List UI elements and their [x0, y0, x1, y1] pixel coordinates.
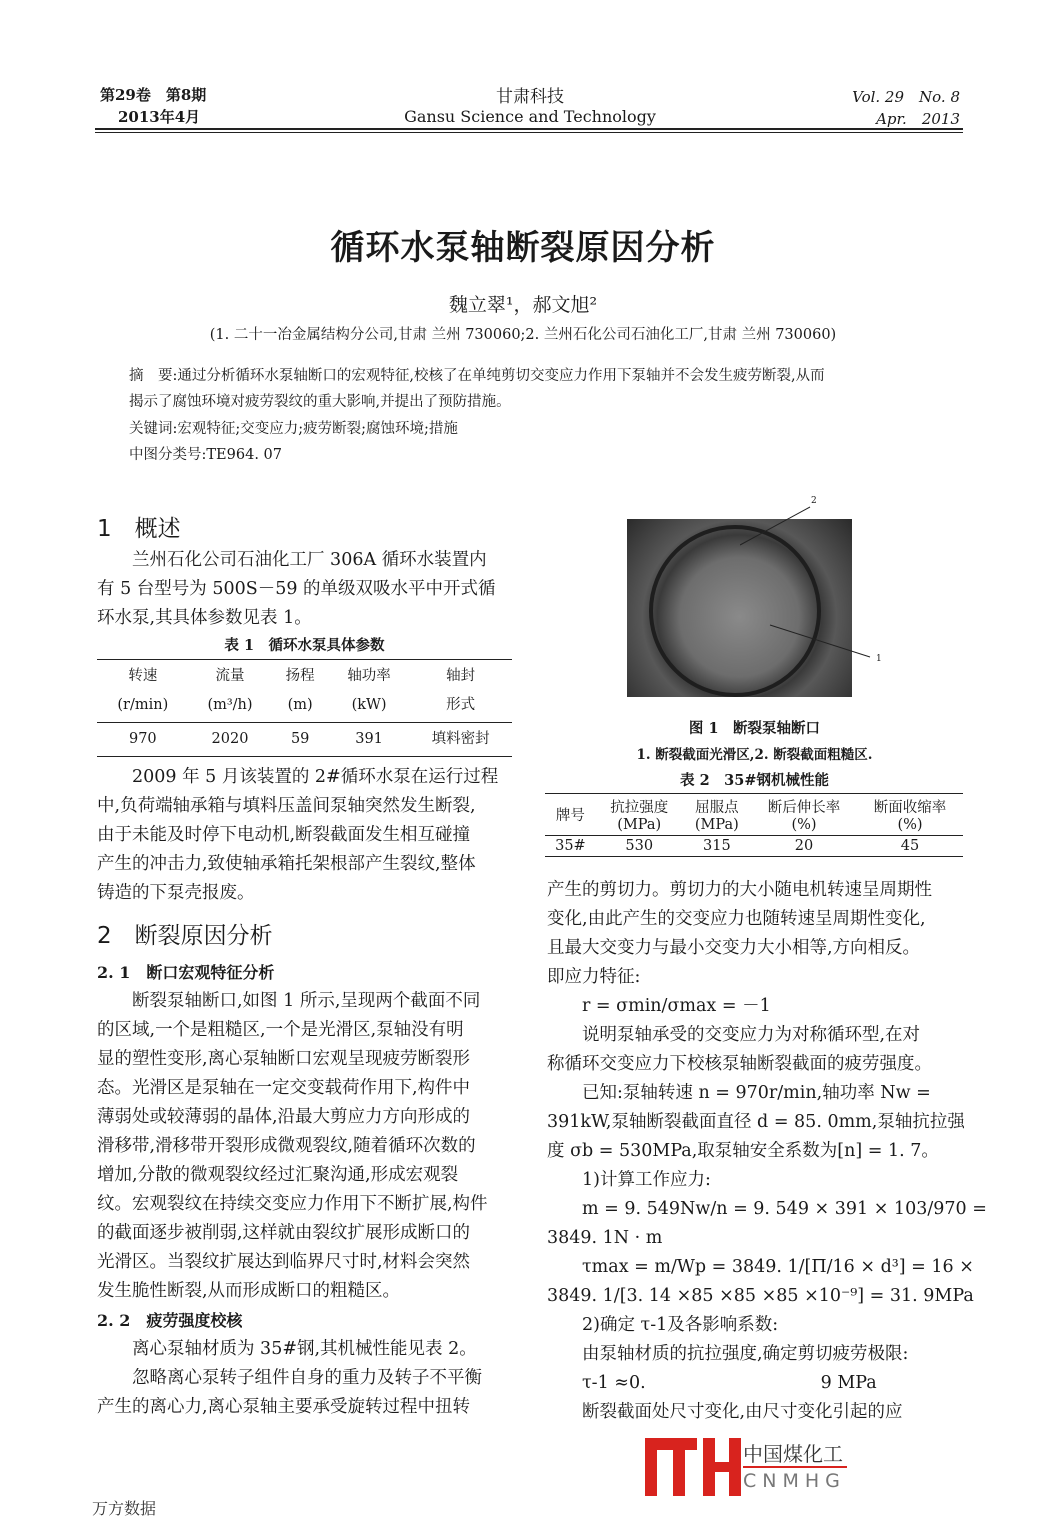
col-unit: (kW)	[351, 697, 387, 713]
subsection-heading: 2. 1 断口宏观特征分析	[97, 963, 275, 982]
subsection-heading: 2. 2 疲劳强度校核	[97, 1311, 243, 1330]
col-unit: (%)	[897, 817, 923, 833]
table-2	[545, 793, 963, 857]
watermark-logo	[645, 1438, 855, 1498]
table-caption: 表 2 35#钢机械性能	[680, 772, 829, 789]
text-line: 变化,由此产生的交变应力也随转速呈周期性变化,	[547, 909, 926, 929]
text-line: m = 9. 549Nw/n = 9. 549 × 391 × 103/970 =	[547, 1199, 987, 1219]
col-unit: (%)	[791, 817, 817, 833]
authors: 魏立翠¹，郝文旭²	[448, 294, 598, 316]
cell: 35#	[555, 838, 586, 854]
col-header: 轴功率	[347, 668, 391, 684]
date-en: Apr. 2013	[876, 110, 960, 128]
text-line: 环水泵,其具体参数见表 1。	[97, 608, 312, 628]
cell: 填料密封	[431, 731, 490, 747]
volume-issue: 第29卷 第8期	[100, 86, 207, 104]
text-line: 度 σb = 530MPa,取泵轴安全系数为[n] = 1. 7。	[547, 1141, 939, 1161]
text-line: 中,负荷端轴承箱与填料压盖间泵轴突然发生断裂,	[97, 796, 476, 816]
text-line: 由于未能及时停下电动机,断裂截面发生相互碰撞	[97, 825, 471, 845]
text-line: 即应力特征:	[547, 967, 641, 987]
figure-leader-lines	[740, 495, 890, 675]
figure-label: 2	[811, 496, 817, 506]
cell: 315	[703, 838, 731, 854]
figure-label: 1	[876, 654, 882, 664]
text-line: 的截面逐步被削弱,这样就由裂纹扩展形成断口的	[97, 1223, 471, 1243]
paper-title: 循环水泵轴断裂原因分析	[330, 228, 716, 268]
table-row	[545, 836, 963, 857]
col-unit: (MPa)	[694, 817, 739, 833]
text-line: 2009 年 5 月该装置的 2#循环水泵在运行过程	[97, 767, 499, 787]
col-header: 抗拉强度	[610, 800, 669, 816]
text-line: 断裂泵轴断口,如图 1 所示,呈现两个截面不同	[97, 991, 481, 1011]
header-rule	[95, 128, 963, 130]
col-header: 流量	[215, 668, 245, 684]
text-line: 滑移带,滑移带开裂形成微观裂纹,随着循环次数的	[97, 1136, 476, 1156]
col-header: 断面收缩率	[873, 800, 947, 816]
col-unit: 形式	[446, 697, 476, 713]
text-line: 3849. 1N · m	[547, 1228, 663, 1248]
text-line: 纹。宏观裂纹在持续交变应力作用下不断扩展,构件	[97, 1194, 488, 1214]
journal-name-cn: 甘肃科技	[496, 87, 564, 107]
text-line: 离心泵轴材质为 35#钢,其机械性能见表 2。	[97, 1339, 477, 1359]
cell: 530	[625, 838, 654, 854]
cell: 20	[794, 838, 814, 854]
watermark-cn: 中国煤化工	[743, 1438, 843, 1467]
col-header: 扬程	[285, 668, 315, 684]
volume-en: Vol. 29 No. 8	[852, 88, 960, 106]
cell: 970	[128, 731, 157, 747]
col-header: 牌号	[555, 808, 585, 824]
col-header: 转速	[128, 668, 158, 684]
section-heading: 2 断裂原因分析	[97, 923, 273, 949]
col-header: 轴封	[446, 668, 476, 684]
text-line: τ-1 ≈0. 9 MPa	[547, 1373, 877, 1393]
leader-line-1	[770, 625, 870, 657]
table-caption: 表 1 循环水泵具体参数	[224, 637, 385, 654]
abstract-line: 揭示了腐蚀环境对疲劳裂纹的重大影响,并提出了预防措施。	[129, 394, 511, 410]
text-line: 3849. 1/[3. 14 ×85 ×85 ×85 ×10⁻⁹] = 31. 9MPa	[547, 1286, 974, 1306]
text-line: 断裂截面处尺寸变化,由尺寸变化引起的应	[547, 1402, 903, 1422]
col-unit: (m³/h)	[207, 697, 253, 713]
header-rule-thin	[95, 132, 963, 133]
text-line: 且最大交变力与最小交变力大小相等,方向相反。	[547, 938, 921, 958]
text-line: 的区域,一个是粗糙区,一个是光滑区,泵轴没有明	[97, 1020, 464, 1040]
affiliation: (1. 二十一冶金属结构分公司,甘肃 兰州 730060;2. 兰州石化公司石油化工厂,甘肃 兰州 730060)	[209, 327, 837, 343]
text-line: 薄弱处或较薄弱的晶体,沿最大剪应力方向形成的	[97, 1107, 471, 1127]
footer-source: 万方数据	[92, 1499, 157, 1518]
text-line: 显的塑性变形,离心泵轴断口宏观呈现疲劳断裂形	[97, 1049, 471, 1069]
text-line: r = σmin/σmax = －1	[547, 996, 771, 1016]
text-line: 称循环交变应力下校核泵轴断裂截面的疲劳强度。	[547, 1054, 932, 1074]
watermark-en: CNMHG	[743, 1470, 846, 1492]
text-line: 产生的离心力,离心泵轴主要承受旋转过程中扭转	[97, 1397, 471, 1417]
text-line: 兰州石化公司石油化工厂 306A 循环水装置内	[97, 550, 487, 570]
cell: 45	[900, 838, 920, 854]
text-line: 增加,分散的微观裂纹经过汇聚沟通,形成宏观裂	[97, 1165, 459, 1185]
table-row	[97, 723, 512, 757]
text-line: 产生的剪切力。剪切力的大小随电机转速呈周期性	[547, 880, 932, 900]
left-column	[97, 512, 512, 1422]
col-header: 屈服点	[695, 800, 739, 816]
col-unit: (MPa)	[617, 817, 662, 833]
text-line: 产生的冲击力,致使轴承箱托架根部产生裂纹,整体	[97, 854, 476, 874]
text-line: 有 5 台型号为 500S－59 的单级双吸水平中开式循	[97, 579, 496, 599]
text-line: 态。光滑区是泵轴在一定交变载荷作用下,构件中	[97, 1078, 471, 1098]
figure-legend: 1. 断裂截面光滑区,2. 断裂截面粗糙区.	[636, 747, 873, 763]
cell: 391	[355, 731, 383, 747]
issue-date: 2013年4月	[118, 108, 201, 126]
text-line: 1)计算工作应力:	[547, 1170, 711, 1190]
text-line: 说明泵轴承受的交变应力为对称循环型,在对	[547, 1025, 921, 1045]
col-header: 断后伸长率	[767, 800, 841, 816]
right-column	[547, 876, 987, 1427]
section-heading: 1 概述	[97, 516, 181, 542]
journal-name-en: Gansu Science and Technology	[404, 107, 656, 126]
col-unit: (m)	[287, 697, 313, 713]
abstract-line: 摘 要:通过分析循环水泵轴断口的宏观特征,校核了在单纯剪切交变应力作用下泵轴并不会发生疲劳断裂,从而	[129, 368, 825, 384]
text-line: 铸造的下泵壳报废。	[97, 883, 255, 903]
keywords: 关键词:宏观特征;交变应力;疲劳断裂;腐蚀环境;措施	[129, 421, 458, 437]
leader-line-2	[740, 507, 810, 545]
table-1	[97, 659, 512, 757]
text-line: 391kW,泵轴断裂截面直径 d = 85. 0mm,泵轴抗拉强	[547, 1112, 965, 1132]
cell: 2020	[211, 731, 249, 747]
figure-caption: 图 1 断裂泵轴断口	[688, 720, 821, 737]
text-line: 由泵轴材质的抗拉强度,确定剪切疲劳极限:	[547, 1344, 909, 1364]
text-line: 忽略离心泵转子组件自身的重力及转子不平衡	[97, 1368, 482, 1388]
text-line: 发生脆性断裂,从而形成断口的粗糙区。	[97, 1281, 401, 1301]
cell: 59	[290, 731, 310, 747]
text-line: 2)确定 τ-1及各影响系数:	[547, 1315, 779, 1335]
col-unit: (r/min)	[117, 697, 169, 713]
text-line: 光滑区。当裂纹扩展达到临界尺寸时,材料会突然	[97, 1252, 471, 1272]
text-line: 已知:泵轴转速 n = 970r/min,轴功率 Nw =	[547, 1083, 931, 1103]
classification-number: 中图分类号:TE964. 07	[129, 447, 282, 463]
text-line: τmax = m/Wp = 3849. 1/[Π/16 × d³] = 16 ×	[547, 1257, 974, 1277]
